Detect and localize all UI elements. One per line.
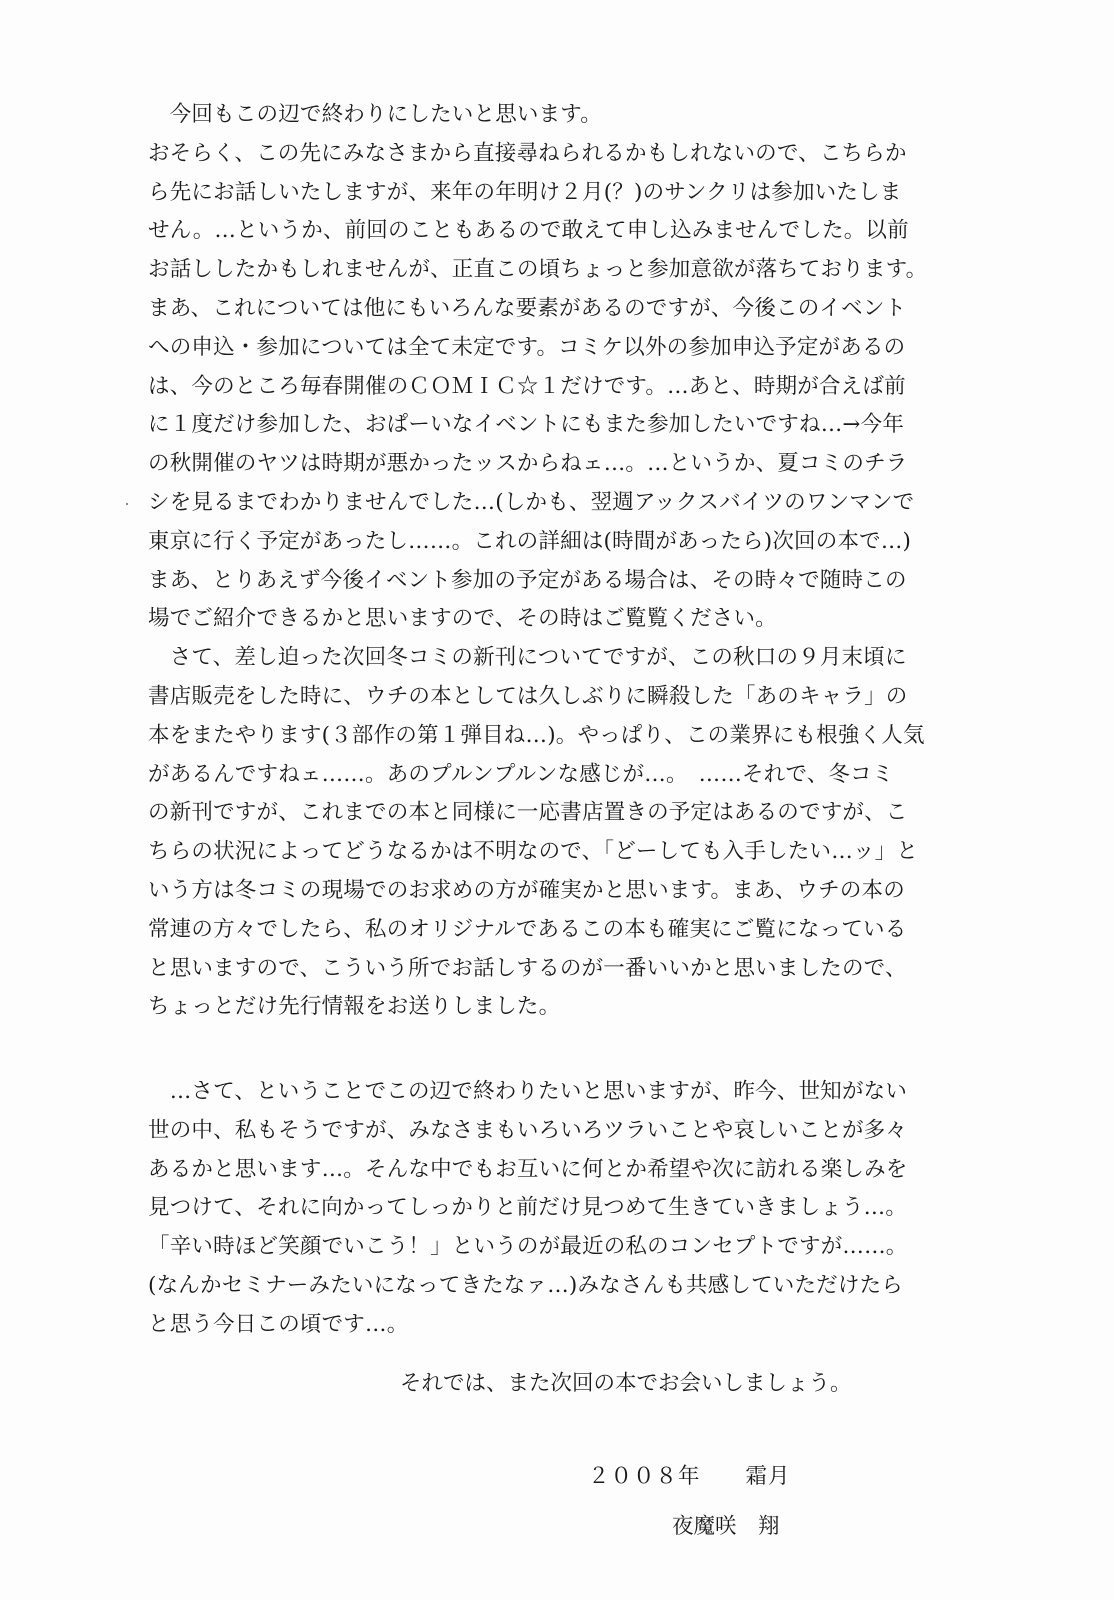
paragraph-2	[148, 1073, 978, 1345]
text-line: さて、差し迫った次回冬コミの新刊についてですが、この秋口の９月末頃に	[148, 645, 907, 671]
text-line: に１度だけ参加した、おぱーいなイベントにもまた参加したいですね…→今年	[148, 412, 905, 438]
text-line: ら先にお話しいたしますが、来年の年明け２月(？)のサンクリは参加いたしま	[148, 179, 902, 205]
text-line: 常連の方々でしたら、私のオリジナルであるこの本も確実にご覧になっている	[148, 916, 907, 942]
author-signature: 夜魔咲 翔	[672, 1514, 780, 1539]
text-line: (なんかセミナーみたいになってきたなァ…)みなさんも共感していただけたら	[148, 1272, 903, 1298]
text-line: いう方は冬コミの現場でのお求めの方が確実かと思います。まあ、ウチの本の	[148, 877, 905, 903]
closing-line: それでは、また次回の本でお会いしましょう。	[400, 1371, 852, 1396]
text-line: せん。…というか、前回のこともあるので敢えて申し込みませんでした。以前	[148, 218, 909, 244]
text-line: 場でご紹介できるかと思いますので、その時はご覧覧ください。	[148, 606, 777, 632]
date-line: ２００８年 霜月	[588, 1464, 791, 1489]
text-line: ちらの状況によってどうなるかは不明なので、「どーしても入手したい…ッ」と	[148, 839, 919, 865]
text-line: への申込・参加については全て未定です。コミケ以外の参加申込予定があるの	[148, 334, 906, 360]
text-line: 世の中、私もそうですが、みなさまもいろいろツラいことや哀しいことが多々	[148, 1117, 908, 1143]
text-line: の新刊ですが、これまでの本と同様に一応書店置きの予定はあるのですが、こ	[148, 800, 908, 826]
text-line: …さて、ということでこの辺で終わりたいと思いますが、昨今、世知がない	[148, 1079, 908, 1104]
text-line: 今回もこの辺で終わりにしたいと思います。	[148, 102, 602, 127]
text-line: まあ、これについては他にもいろんな要素があるのですが、今後このイベント	[148, 295, 907, 321]
text-line: の秋開催のヤツは時期が悪かったッスからねェ…。…というか、夏コミのチラ	[148, 451, 908, 477]
text-line: があるんですねェ……。あのプルンプルンな感じが…。 ……それで、冬コミ	[148, 761, 894, 787]
text-line: まあ、とりあえず今後イベント参加の予定がある場合は、その時々で随時この	[148, 567, 907, 593]
text-line: と思う今日この頃です…。	[148, 1311, 409, 1337]
text-line: あるかと思います…。そんな中でもお互いに何とか希望や次に訪れる楽しみを	[148, 1156, 908, 1182]
text-line: 見つけて、それに向かってしっかりと前だけ見つめて生きていきましょう…。	[148, 1195, 908, 1221]
text-line: おそらく、この先にみなさまから直接尋ねられるかもしれないので、こちらか	[148, 140, 907, 166]
scan-speck	[126, 503, 128, 505]
text-line: 「辛い時ほど笑顔でいこう！」というのが最近の私のコンセプトですが……。	[148, 1234, 908, 1260]
text-line: シを見るまでわかりませんでした…(しかも、翌週アックスバイツのワンマンで	[148, 489, 915, 515]
text-line: ちょっとだけ先行情報をお送りしました。	[148, 994, 561, 1020]
text-line: 書店販売をした時に、ウチの本としては久しぶりに瞬殺した「あのキャラ」の	[148, 683, 908, 709]
text-line: は、今のところ毎春開催のＣＯＭＩＣ☆１だけです。…あと、時期が合えば前	[148, 373, 906, 399]
paragraph-1	[148, 96, 978, 1027]
text-line: お話ししたかもしれませんが、正直この頃ちょっと参加意欲が落ちております。	[148, 257, 928, 283]
text-line: 本をまたやります(３部作の第１弾目ね…)。やっぱり、この業界にも根強く人気	[148, 722, 925, 748]
text-line: 東京に行く予定があったし……。これの詳細は(時間があったら)次回の本で…)	[148, 528, 912, 554]
text-line: と思いますので、こういう所でお話しするのが一番いいかと思いましたので、	[148, 955, 907, 981]
